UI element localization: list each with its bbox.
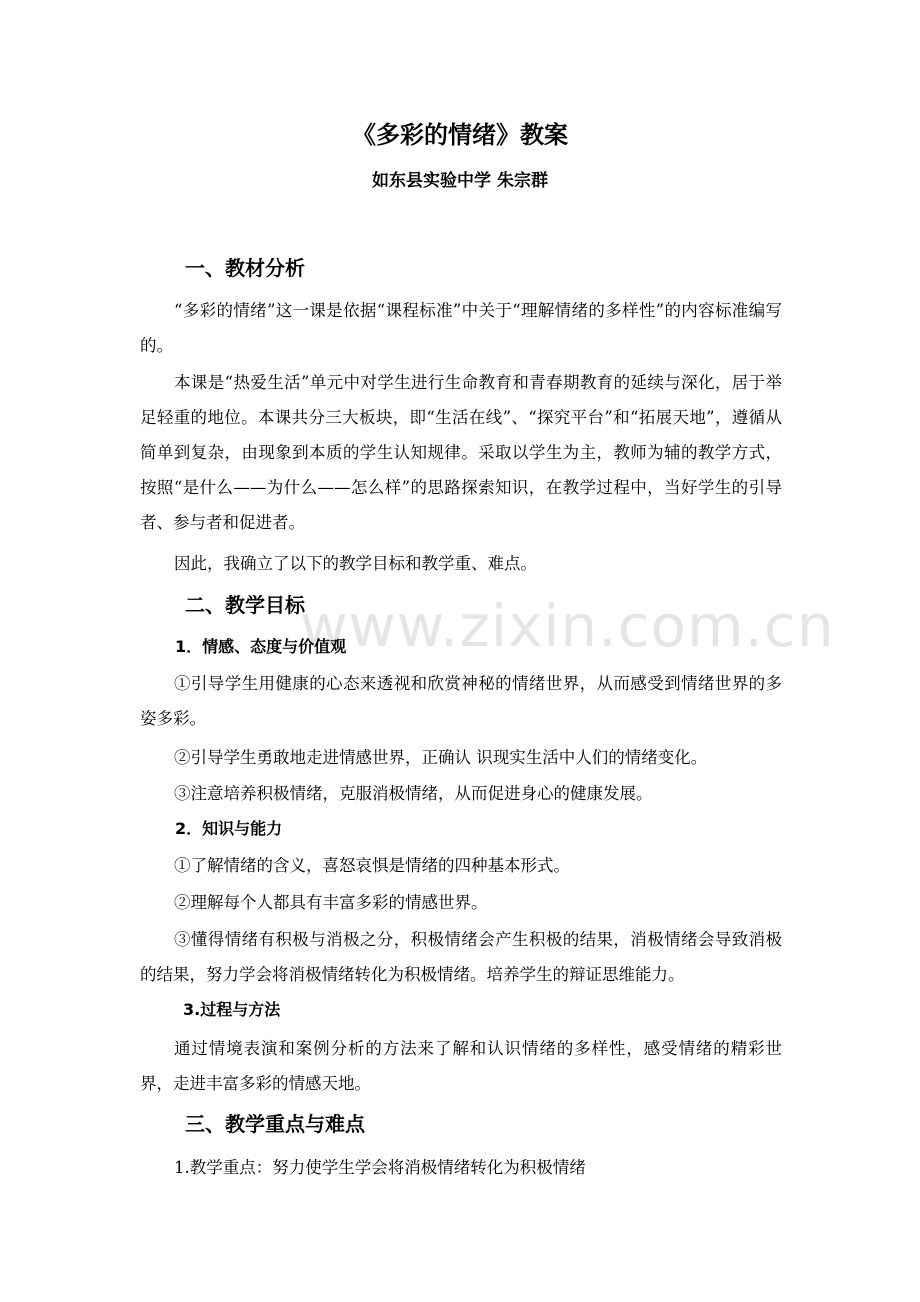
paragraph: 1.教学重点：努力使学生学会将消极情绪转化为积极情绪 [174,1158,586,1177]
section-heading-textbook-analysis: 一、教材分析 [185,256,305,280]
section-heading-key-points: 三、教学重点与难点 [185,1112,365,1136]
list-item: ①引导学生用健康的心态来透视和欣赏神秘的情绪世界，从而感受到情绪世界的多姿多彩。 [140,674,782,728]
subsection-heading: 3.过程与方法 [183,1000,281,1019]
list-item: ②引导学生勇敢地走进情感世界，正确认 识现实生活中人们的情绪变化。 [174,748,708,767]
list-item: ①了解情绪的含义，喜怒哀惧是情绪的四种基本形式。 [174,856,570,875]
document-title: 《多彩的情绪》教案 [352,121,568,149]
list-item: ③懂得情绪有积极与消极之分，积极情绪会产生积极的结果，消极情绪会导致消极的结果，努力学会将消极情绪转化为积极情绪。培养学生的辩证思维能力。 [140,930,782,984]
paragraph: 本课是“热爱生活”单元中对学生进行生命教育和青春期教育的延续与深化，居于举足轻重的地位。本课共分三大板块，即“生活在线”、“探究平台”和“拓展天地”，遵循从简单到复杂，由现象到本质的学生认知规律。采取以学生为主，教师为辅的教学方式，按照“是什么——为什么——怎么样”的思路探索知识，在教学过程中，当好学生的引导者、参与者和促进者。 [140,373,782,532]
list-item: ②理解每个人都具有丰富多彩的情感世界。 [174,893,488,912]
paragraph: “多彩的情绪”这一课是依据“课程标准”中关于“理解情绪的多样性”的内容标准编写的。 [140,301,782,355]
watermark: www.zixin.com.cn [300,592,835,660]
subsection-heading: 1．情感、态度与价值观 [175,637,347,656]
subsection-heading: 2．知识与能力 [175,819,283,838]
list-item: ③注意培养积极情绪，克服消极情绪，从而促进身心的健康发展。 [174,784,653,803]
paragraph: 因此，我确立了以下的教学目标和教学重、难点。 [174,554,537,573]
document-author: 如东县实验中学 朱宗群 [372,171,548,191]
section-heading-teaching-goals: 二、教学目标 [185,593,305,617]
paragraph: 通过情境表演和案例分析的方法来了解和认识情绪的多样性，感受情绪的精彩世界，走进丰富多彩的情感天地。 [140,1039,782,1093]
